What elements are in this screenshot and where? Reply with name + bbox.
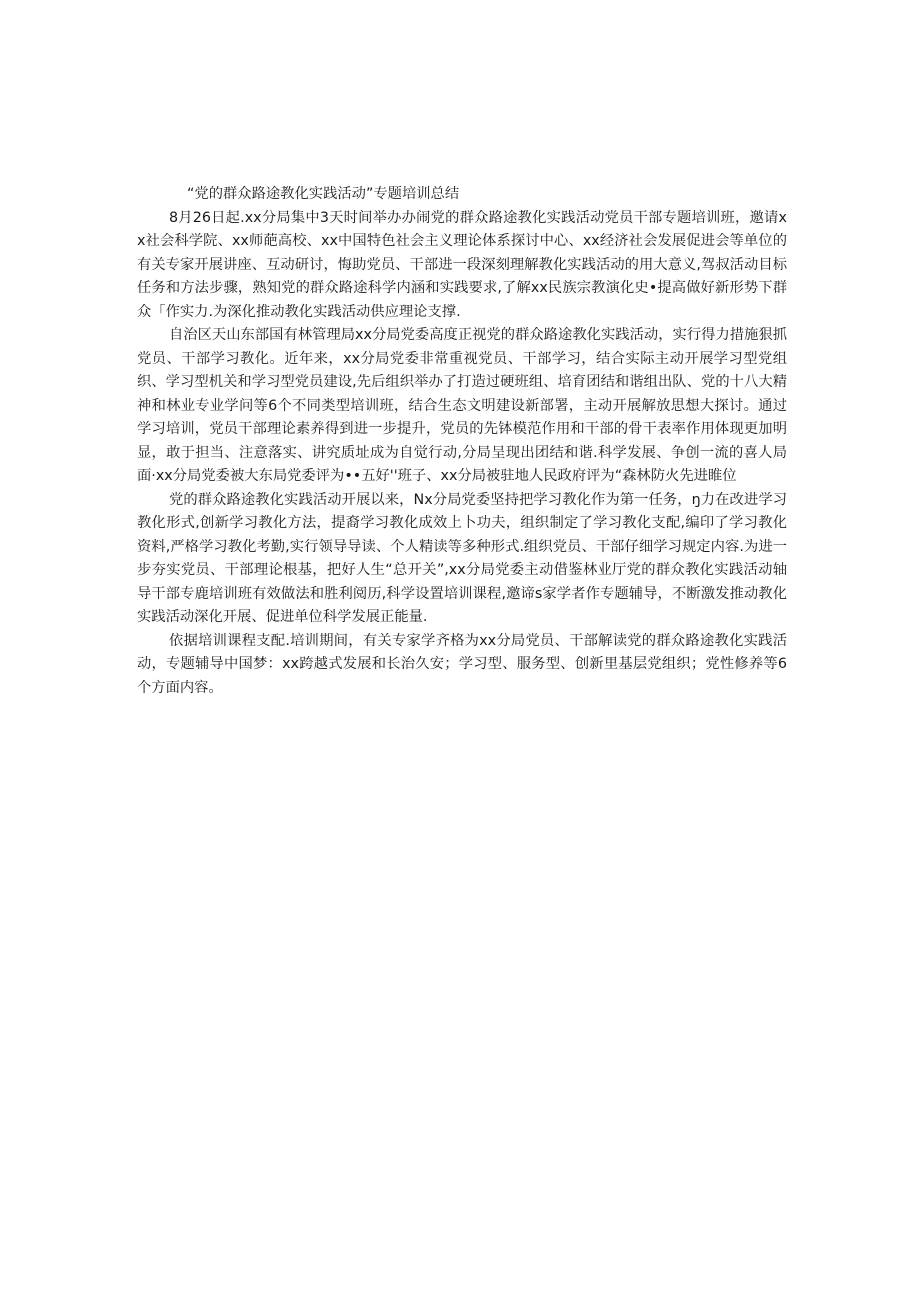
paragraph-2: 自治区天山东部国有林管理局xx分局党委高度正视党的群众路途教化实践活动，实行得力措施狠抓党员、干部学习教化。近年来，xx分局党委非常重视党员、干部学习，结合实际主动开展学习型党组织、学习型机关和学习型党员建设,先后组织举办了打造过硬班组、培育团结和谐组出队、党的十八大精神和林业专业学问等6个不同类型培训班，结合生态文明建设新部署，主动开展解放思想大探讨。通过学习培训，党员干部理论素养得到进一步提升，党员的先钵模范作用和干部的骨干表率作用体现更加明显，敢于担当、注意落实、讲究质址成为自觉行动,分局呈现出团结和谐.科学发展、争创一流的喜人局面·xx分局党委被大东局党委评为••五好''班子、xx分局被驻地人民政府评为“森林防火先进睢位 xyxy=(137,327,787,484)
document-body xyxy=(137,183,787,700)
paragraph-3: 党的群众路途教化实践活动开展以来，Nx分局党委坚持把学习教化作为第一任务，ŋ力在改进学习教化形式,创新学习教化方法，提裔学习教化成效上卜功夫，组织制定了学习教化支配,编印了学习教化资料,严格学习教化考勤,实行领导导读、个人精读等多种形式.组织党员、干部仔细学习规定内容.为进一步夯实党员、干部理论根基，把好人生“总开关”,xx分局党委主动借鉴林业厅党的群众教化实践活动轴导干部专鹿培训班有效做法和胜利阅历,科学设置培训课程,邀谛s家学者作专题辅导，不断激发推动教化实践活动深化开展、促进单位科学发展正能量. xyxy=(137,491,787,625)
document-title: “党的群众路途教化实践活动”专题培训总结 xyxy=(187,186,460,202)
paragraph-4: 依据培训课程支配.培训期间，有关专家学齐格为xx分局党员、干部解读党的群众路途教化实践活动，专题辅导中国梦：xx跨越式发展和长治久安；学习型、服务型、创新里基层党组织；党性修养等6个方面内容。 xyxy=(137,632,787,696)
paragraph-1: 8月26日起.xx分局集中3天时间举办办闹党的群众路途教化实践活动党员干部专题培训班，邀请xx社会科学院、xx师葩高校、xx中国特色社会主义理论体系探讨中心、xx经济社会发展促进会等单位的有关专家开展讲座、互动研讨，悔助党员、干部进一段深刻理解教化实践活动的用大意义,驾叔活动目标任务和方法步骤，熟知党的群众路途科学内涵和实践要求,了解xx民族宗教演化史•提高做好新形势下群众「作实力.为深化推动教化实践活动供应理论支撑. xyxy=(137,209,787,320)
